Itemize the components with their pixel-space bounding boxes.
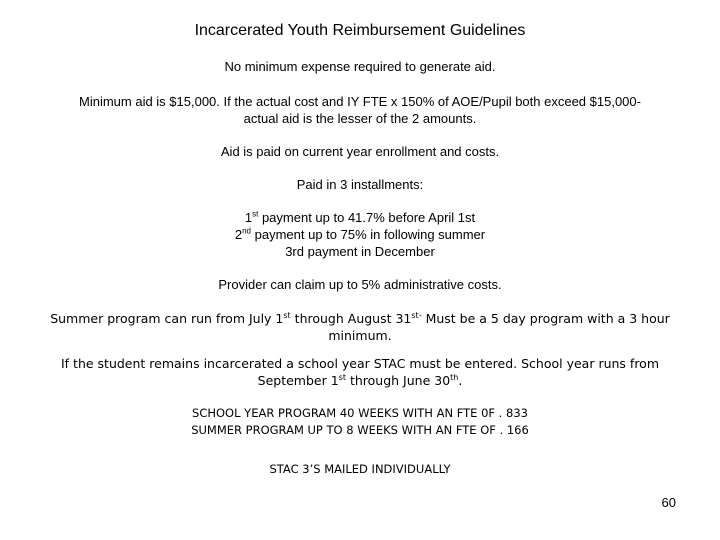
installment-1-number: 1: [244, 210, 253, 225]
school-year-sup-1: st: [338, 372, 346, 382]
stac-mailed-line: STAC 3’S MAILED INDIVIDUALLY: [269, 462, 451, 476]
installments-heading: Paid in 3 installments:: [296, 177, 424, 192]
summer-program-fte: SUMMER PROGRAM UP TO 8 WEEKS WITH AN FTE OF . 166: [191, 423, 529, 437]
school-year-sup-2: th: [450, 372, 459, 382]
summer-sup-1: st: [283, 310, 291, 320]
installment-1-text: payment up to 41.7% before April 1st: [258, 210, 476, 225]
school-year-program-fte: SCHOOL YEAR PROGRAM 40 WEEKS WITH AN FTE 0F . 833: [192, 406, 528, 420]
aid-paid-line: Aid is paid on current year enrollment and costs.: [220, 144, 500, 159]
admin-costs-line: Provider can claim up to 5% administrative costs.: [218, 277, 502, 292]
school-year-line-1: If the student remains incarcerated a school year STAC must be entered. School year runs from: [60, 356, 660, 371]
summer-text-b: through August 31: [290, 311, 412, 326]
no-minimum-line: No minimum expense required to generate aid.: [224, 59, 496, 74]
installment-1: [0, 209, 720, 227]
summer-program-line-1: [0, 310, 720, 328]
minimum-aid-line-1: Minimum aid is $15,000. If the actual cost and IY FTE x 150% of AOE/Pupil both exceed $15,000-: [79, 94, 641, 109]
school-year-line-2: [0, 372, 720, 390]
school-year-text-c: through June 30: [345, 373, 451, 388]
summer-text-a: Summer program can run from July 1: [50, 311, 284, 326]
summer-program-line-2: minimum.: [328, 328, 392, 343]
summer-text-c: Must be a 5 day program with a 3 hour: [421, 311, 670, 326]
installment-2-number: 2: [234, 227, 243, 242]
installment-2: [0, 226, 720, 244]
page-title: Incarcerated Youth Reimbursement Guidelines: [194, 22, 526, 39]
minimum-aid-line-2: actual aid is the lesser of the 2 amounts.: [243, 111, 477, 126]
installment-2-ordinal: nd: [242, 226, 251, 236]
page-number: 60: [661, 495, 676, 510]
school-year-text-d: .: [458, 373, 463, 388]
installment-2-text: payment up to 75% in following summer: [251, 227, 486, 242]
school-year-text-b: September 1: [257, 373, 339, 388]
installment-3: 3rd payment in December: [285, 244, 435, 259]
installment-1-ordinal: st: [252, 209, 259, 219]
summer-sup-2: st-: [411, 310, 422, 320]
